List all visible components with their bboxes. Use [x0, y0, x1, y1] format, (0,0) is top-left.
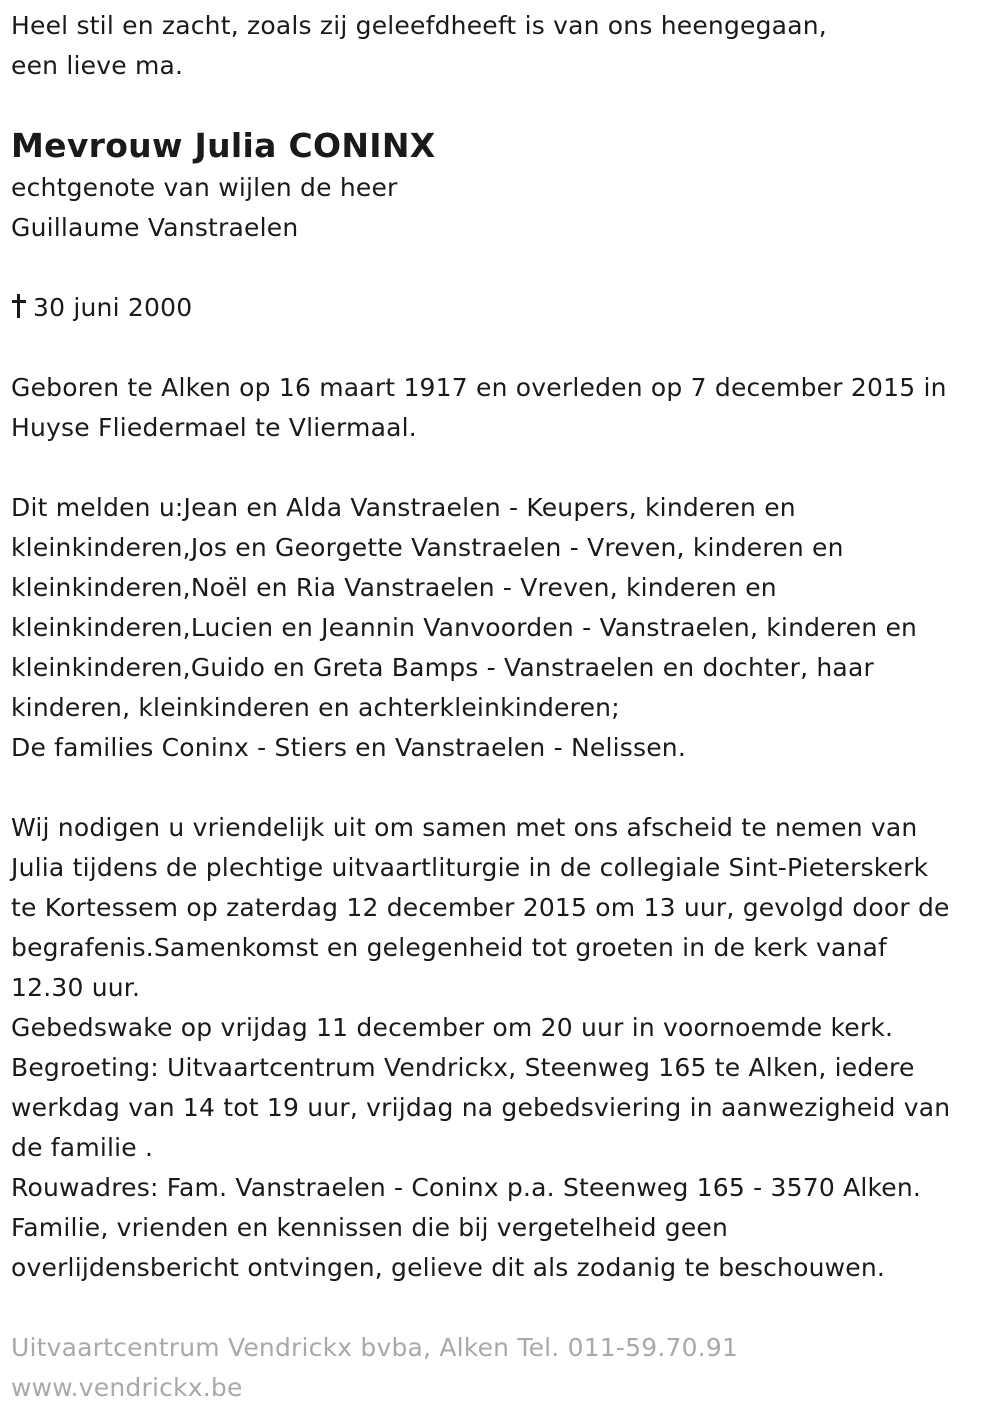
- ceremony-line: Rouwadres: Fam. Vanstraelen - Coninx p.a. Steenweg 165 - 3570 Alken.: [11, 1173, 922, 1202]
- birth-death-section: [11, 368, 991, 448]
- ceremony-line: de familie .: [11, 1133, 154, 1162]
- announcement-line: Dit melden u:Jean en Alda Vanstraelen - Keupers, kinderen en: [11, 493, 796, 522]
- obituary-notice: [11, 6, 991, 1408]
- ceremony-line: Wij nodigen u vriendelijk uit om samen met ons afscheid te nemen van: [11, 813, 918, 842]
- cross-icon: [11, 294, 27, 318]
- announcement-line: kleinkinderen,Jos en Georgette Vanstraelen - Vreven, kinderen en: [11, 533, 844, 562]
- ceremony-line: 12.30 uur.: [11, 973, 141, 1002]
- ceremony-line: te Kortessem op zaterdag 12 december 2015 om 13 uur, gevolgd door de: [11, 893, 950, 922]
- birth-death-line: Geboren te Alken op 16 maart 1917 en overleden op 7 december 2015 in: [11, 373, 947, 402]
- footer-company: Uitvaartcentrum Vendrickx bvba, Alken Tel. 011-59.70.91: [11, 1333, 739, 1362]
- ceremony-line: Familie, vrienden en kennissen die bij vergetelheid geen: [11, 1213, 729, 1242]
- birth-death-line: Huyse Fliedermael te Vliermaal.: [11, 413, 417, 442]
- intro-line: een lieve ma.: [11, 51, 184, 80]
- relation-line: Guillaume Vanstraelen: [11, 213, 299, 242]
- announcement-line: kleinkinderen,Guido en Greta Bamps - Vanstraelen en dochter, haar: [11, 653, 874, 682]
- intro-line: Heel stil en zacht, zoals zij geleefdheeft is van ons heengegaan,: [11, 11, 827, 40]
- announcement-line: kleinkinderen,Lucien en Jeannin Vanvoorden - Vanstraelen, kinderen en: [11, 613, 918, 642]
- footer-website-link[interactable]: www.vendrickx.be: [11, 1373, 243, 1402]
- ceremony-line: werkdag van 14 tot 19 uur, vrijdag na gebedsviering in aanwezigheid van: [11, 1093, 951, 1122]
- deceased-name: Mevrouw Julia CONINX: [11, 126, 436, 165]
- ceremony-section: [11, 808, 991, 1288]
- footer: [11, 1328, 991, 1408]
- announcement-line: De families Coninx - Stiers en Vanstraelen - Nelissen.: [11, 733, 686, 762]
- deceased-section: [11, 126, 991, 248]
- announcement-line: kinderen, kleinkinderen en achterkleinkinderen;: [11, 693, 620, 722]
- ceremony-line: overlijdensbericht ontvingen, gelieve dit als zodanig te beschouwen.: [11, 1253, 886, 1282]
- spouse-death-date-text: 30 juni 2000: [33, 293, 193, 322]
- announcement-section: [11, 488, 991, 768]
- intro-section: [11, 6, 991, 86]
- ceremony-line: Gebedswake op vrijdag 11 december om 20 uur in voornoemde kerk.: [11, 1013, 894, 1042]
- ceremony-line: begrafenis.Samenkomst en gelegenheid tot groeten in de kerk vanaf: [11, 933, 888, 962]
- ceremony-line: Begroeting: Uitvaartcentrum Vendrickx, Steenweg 165 te Alken, iedere: [11, 1053, 915, 1082]
- announcement-line: kleinkinderen,Noël en Ria Vanstraelen - Vreven, kinderen en: [11, 573, 777, 602]
- ceremony-line: Julia tijdens de plechtige uitvaartliturgie in de collegiale Sint-Pieterskerk: [11, 853, 929, 882]
- relation-line: echtgenote van wijlen de heer: [11, 173, 398, 202]
- spouse-death-date: [11, 288, 991, 328]
